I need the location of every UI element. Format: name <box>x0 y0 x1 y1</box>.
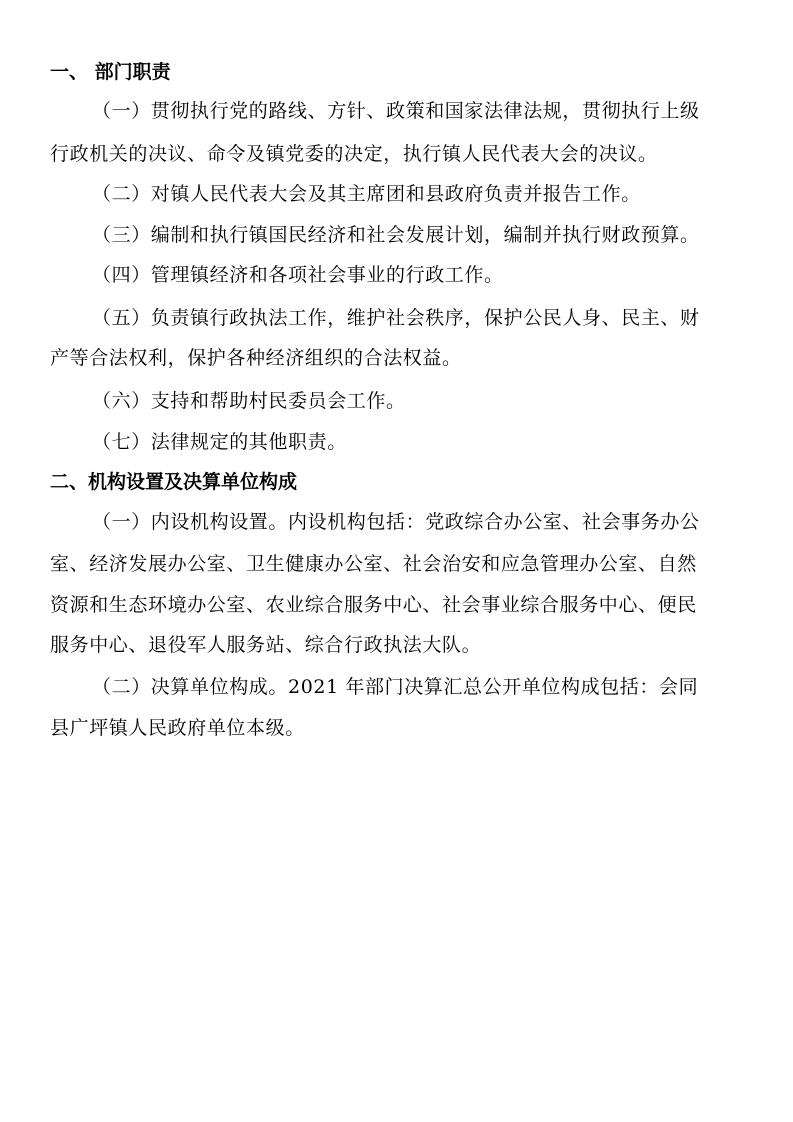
org-1-line-2: 室、经济发展办公室、卫生健康办公室、社会治安和应急管理办公室、自然 <box>50 553 697 575</box>
org-1-line-3: 资源和生态环境办公室、农业综合服务中心、社会事业综合服务中心、便民 <box>50 594 697 616</box>
duty-4: （四）管理镇经济和各项社会事业的行政工作。 <box>92 264 504 286</box>
duty-5-line-2: 产等合法权利，保护各种经济组织的合法权益。 <box>50 347 462 369</box>
duty-1-line-1: （一）贯彻执行党的路线、方针、政策和国家法律法规，贯彻执行上级 <box>92 100 700 122</box>
section-2-heading: 二、机构设置及决算单位构成 <box>50 471 298 493</box>
duty-6: （六）支持和帮助村民委员会工作。 <box>92 390 406 412</box>
org-1-line-1: （一）内设机构设置。内设机构包括：党政综合办公室、社会事务办公 <box>92 511 700 533</box>
duty-1-line-2: 行政机关的决议、命令及镇党委的决定，执行镇人民代表大会的决议。 <box>50 143 658 165</box>
org-1-line-4: 服务中心、退役军人服务站、综合行政执法大队。 <box>50 634 482 656</box>
section-1-heading: 一、 部门职责 <box>50 61 171 83</box>
duty-7: （七）法律规定的其他职责。 <box>92 431 347 453</box>
org-2-line-1: （二）决算单位构成。2021 年部门决算汇总公开单位构成包括：会同 <box>92 676 699 698</box>
duty-3: （三）编制和执行镇国民经济和社会发展计划，编制并执行财政预算。 <box>92 224 700 246</box>
duty-2: （二）对镇人民代表大会及其主席团和县政府负责并报告工作。 <box>92 183 641 205</box>
duty-5-line-1: （五）负责镇行政执法工作，维护社会秩序，保护公民人身、民主、财 <box>92 307 700 329</box>
org-2-line-2: 县广坪镇人民政府单位本级。 <box>50 717 305 739</box>
